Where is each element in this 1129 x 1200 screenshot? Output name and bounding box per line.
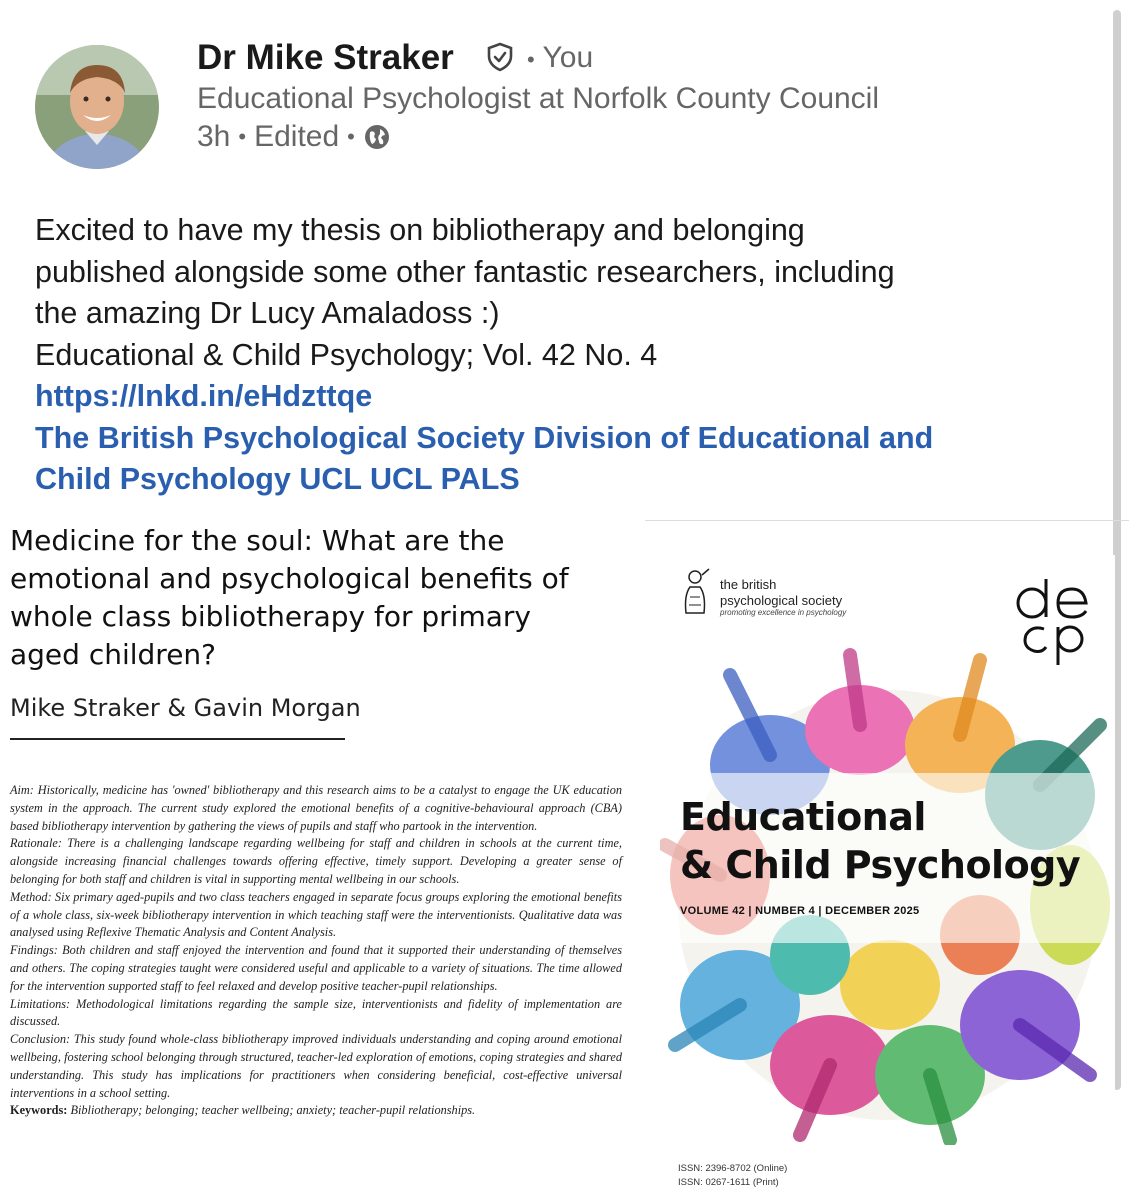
issn-print: ISSN: 0267-1611 (Print): [678, 1177, 779, 1188]
verified-shield-icon: [485, 42, 515, 72]
society-name-line: the british: [720, 577, 777, 592]
post-meta: [197, 120, 391, 154]
post-link[interactable]: https://lnkd.in/eHdzttqe: [35, 379, 373, 413]
issue-info: VOLUME 42 | NUMBER 4 | DECEMBER 2025: [680, 905, 920, 917]
abstract-rationale: Rationale: There is a challenging landscape regarding wellbeing for staff and children in schools at the current time, alongside increasing financial challenges towards offering effective, timely support. Developing a greater sense of belonging for both staff and children is vital in supporting mental wellbeing in our schools.: [10, 836, 622, 886]
paper-authors: Mike Straker & Gavin Morgan: [10, 694, 361, 722]
keywords-label: Keywords:: [10, 1103, 68, 1118]
post-text-line: the amazing Dr Lucy Amaladoss :): [35, 296, 500, 330]
abstract-keywords: [10, 1102, 622, 1120]
paper-title-line: aged children?: [10, 638, 217, 671]
relation-text: You: [542, 41, 594, 74]
post-time: 3h: [197, 120, 231, 153]
journal-title: Educational: [680, 795, 926, 839]
post-text-line: Educational & Child Psychology; Vol. 42 No. 4: [35, 337, 658, 372]
issn-online: ISSN: 2396-8702 (Online): [678, 1163, 788, 1174]
paper-title-line: emotional and psychological benefits of: [10, 562, 569, 595]
post-body: [35, 210, 1095, 501]
paper-title: [10, 522, 610, 674]
mention-link[interactable]: Child Psychology UCL UCL PALS: [35, 462, 520, 496]
separator-dot: •: [527, 47, 535, 72]
author-headline: Educational Psychologist at Norfolk County Council: [197, 82, 880, 115]
relation-label: [527, 41, 593, 75]
mention-link[interactable]: The British Psychological Society Division of Educational and: [35, 420, 934, 455]
bps-logo-icon: [678, 567, 712, 615]
abstract-conclusion: Conclusion: This study found whole-class bibliotherapy improved individuals understanding and coping around emotional wellbeing, fostering school belonging through structured, teacher-led exploration of emotions, coping strategies and shared understanding. This study has implications for practitioners when considering beneficial, cost-effective universal interventions in a school setting.: [10, 1032, 622, 1100]
paper-title-line: whole class bibliotherapy for primary: [10, 600, 531, 633]
society-name-line: psychological society: [720, 593, 843, 608]
journal-cover: [660, 555, 1115, 1195]
author-name[interactable]: Dr Mike Straker: [197, 38, 454, 77]
separator-dot: •: [347, 124, 355, 149]
journal-title: & Child Psychology: [680, 843, 1081, 887]
paper-abstract: [10, 782, 622, 1120]
post-text-line: published alongside some other fantastic researchers, including: [35, 254, 895, 289]
abstract-limitations: Limitations: Methodological limitations regarding the sample size, interventionists and fidelity of implementation are discussed.: [10, 996, 622, 1029]
post-text-line: Excited to have my thesis on bibliotherapy and belonging: [35, 213, 805, 247]
divider: [10, 738, 345, 740]
paper-title-line: Medicine for the soul: What are the: [10, 524, 505, 557]
abstract-aim: Aim: Historically, medicine has 'owned' bibliotherapy and this research aims to be a catalyst to engage the UK education system in the approach. The current study explored the emotional benefits of a cognitive-behavioural approach (CBA) based bibliotherapy intervention by gathering the views of pupils and staff who partook in the intervention.: [10, 783, 622, 833]
keywords-text: Bibliotherapy; belonging; teacher wellbeing; anxiety; teacher-pupil relationships.: [70, 1103, 476, 1118]
divider: [645, 520, 1129, 521]
globe-icon: [363, 123, 391, 151]
abstract-method: Method: Six primary aged-pupils and two class teachers engaged in separate focus groups exploring the emotional benefits of a whole class, six-week bibliotherapy intervention in which teaching staff were the interventionists. Qualitative data was analysed using Reflexive Thematic Analysis and Content Analysis.: [10, 889, 622, 940]
abstract-findings: Findings: Both children and staff enjoyed the intervention and found that it supported their understanding of themselves and others. The coping strategies taught were considered useful and applicable to a variety of situations. The time allowed for the intervention supported staff to feel relaxed and develop positive teacher-pupil relationships.: [10, 943, 622, 993]
separator-dot: •: [238, 124, 247, 149]
avatar[interactable]: [35, 45, 159, 169]
society-tagline: promoting excellence in psychology: [720, 608, 847, 617]
edited-label: Edited: [254, 120, 340, 153]
